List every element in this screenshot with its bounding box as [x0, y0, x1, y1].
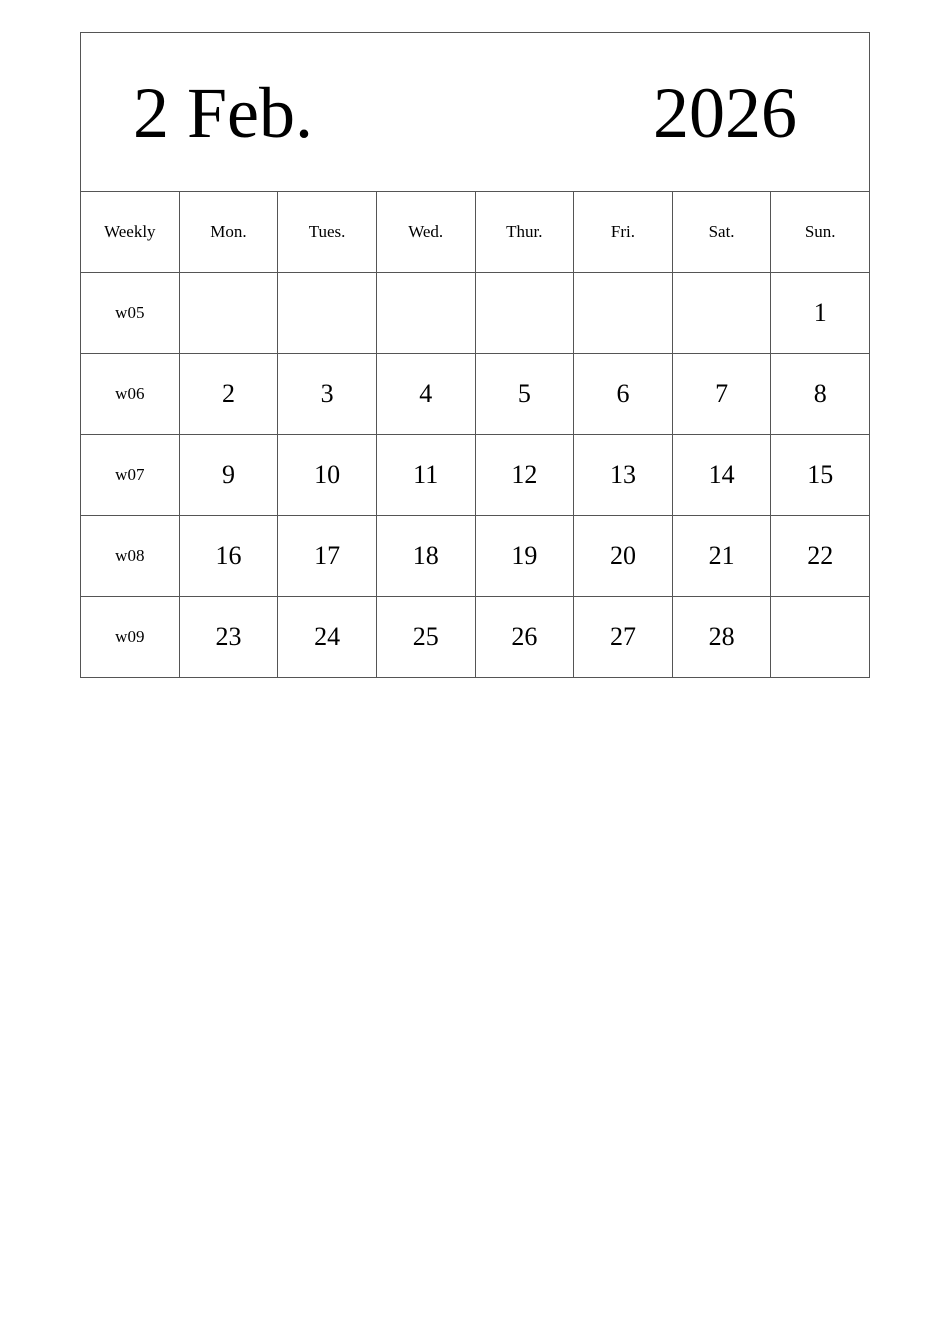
day-cell: 17 [278, 516, 377, 597]
day-cell [475, 273, 574, 354]
column-header-sat: Sat. [672, 192, 771, 273]
day-cell: 19 [475, 516, 574, 597]
day-cell: 1 [771, 273, 870, 354]
day-cell: 3 [278, 354, 377, 435]
day-cell: 15 [771, 435, 870, 516]
day-cell [574, 273, 673, 354]
day-cell: 26 [475, 597, 574, 678]
year-label: 2026 [653, 73, 797, 153]
calendar-header [80, 32, 870, 192]
day-cell: 4 [376, 354, 475, 435]
day-cell: 7 [672, 354, 771, 435]
column-header-weekly: Weekly [81, 192, 180, 273]
week-number: w09 [81, 597, 180, 678]
day-cell: 8 [771, 354, 870, 435]
weekday-header-row [81, 192, 870, 273]
day-cell [278, 273, 377, 354]
day-cell: 27 [574, 597, 673, 678]
month-label: 2 Feb. [133, 73, 313, 153]
week-number: w07 [81, 435, 180, 516]
day-cell: 9 [179, 435, 278, 516]
day-cell [672, 273, 771, 354]
week-row [81, 516, 870, 597]
column-header-fri: Fri. [574, 192, 673, 273]
week-row [81, 354, 870, 435]
day-cell [179, 273, 278, 354]
week-number: w06 [81, 354, 180, 435]
day-cell: 20 [574, 516, 673, 597]
day-cell: 13 [574, 435, 673, 516]
column-header-thu: Thur. [475, 192, 574, 273]
day-cell: 12 [475, 435, 574, 516]
day-cell: 28 [672, 597, 771, 678]
week-row [81, 435, 870, 516]
day-cell: 11 [376, 435, 475, 516]
week-number: w05 [81, 273, 180, 354]
day-cell: 24 [278, 597, 377, 678]
day-cell: 16 [179, 516, 278, 597]
column-header-wed: Wed. [376, 192, 475, 273]
column-header-mon: Mon. [179, 192, 278, 273]
calendar [80, 32, 870, 678]
day-cell: 6 [574, 354, 673, 435]
day-cell: 10 [278, 435, 377, 516]
day-cell: 14 [672, 435, 771, 516]
day-cell: 5 [475, 354, 574, 435]
day-cell: 25 [376, 597, 475, 678]
week-row [81, 597, 870, 678]
week-number: w08 [81, 516, 180, 597]
day-cell [771, 597, 870, 678]
day-cell: 22 [771, 516, 870, 597]
day-cell [376, 273, 475, 354]
week-row [81, 273, 870, 354]
day-cell: 21 [672, 516, 771, 597]
day-cell: 18 [376, 516, 475, 597]
day-cell: 2 [179, 354, 278, 435]
day-cell: 23 [179, 597, 278, 678]
calendar-grid [80, 191, 870, 678]
column-header-tue: Tues. [278, 192, 377, 273]
column-header-sun: Sun. [771, 192, 870, 273]
